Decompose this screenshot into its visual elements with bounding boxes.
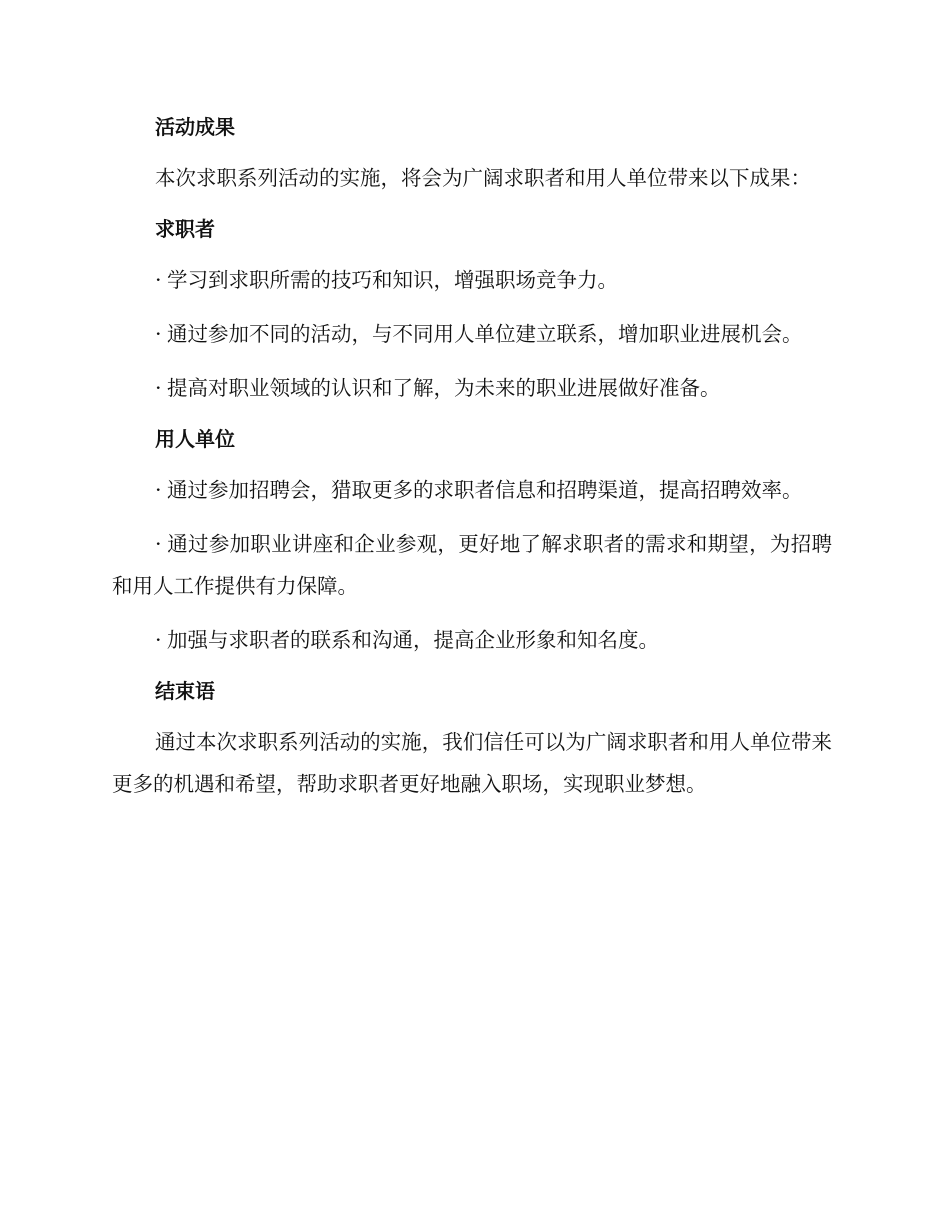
conclusion-paragraph: 通过本次求职系列活动的实施，我们信任可以为广阔求职者和用人单位带来更多的机遇和希望，帮助求职者更好地融入职场，实现职业梦想。 xyxy=(112,730,832,796)
section-heading-employers: 用人单位 xyxy=(155,427,235,451)
bullet-text: 加强与求职者的联系和沟通，提高企业形象和知名度。 xyxy=(167,628,659,652)
bullet-dot: · xyxy=(155,478,162,502)
bullet-dot: · xyxy=(155,322,162,346)
results-intro-paragraph: 本次求职系列活动的实施，将会为广阔求职者和用人单位带来以下成果： xyxy=(155,166,811,190)
bullet-text: 通过参加招聘会，猎取更多的求职者信息和招聘渠道，提高招聘效率。 xyxy=(167,478,803,502)
job-seeker-bullet-item xyxy=(112,259,832,301)
bullet-text: 学习到求职所需的技巧和知识，增强职场竞争力。 xyxy=(167,268,618,292)
bullet-dot: · xyxy=(155,628,162,652)
employer-bullet-item xyxy=(112,619,832,661)
bullet-text: 通过参加职业讲座和企业参观，更好地了解求职者的需求和期望，为招聘和用人工作提供有力保障。 xyxy=(112,532,832,598)
bullet-text: 提高对职业领域的认识和了解，为未来的职业进展做好准备。 xyxy=(167,376,721,400)
job-seeker-bullet-item xyxy=(112,367,832,409)
bullet-dot: · xyxy=(155,532,162,556)
bullet-dot: · xyxy=(155,268,162,292)
bullet-text: 通过参加不同的活动，与不同用人单位建立联系，增加职业进展机会。 xyxy=(167,322,803,346)
bullet-dot: · xyxy=(155,376,162,400)
document-body xyxy=(112,109,832,817)
job-seeker-bullet-item xyxy=(112,313,832,355)
section-heading-job-seekers: 求职者 xyxy=(155,217,215,241)
employer-bullet-item xyxy=(112,523,832,607)
section-heading-conclusion: 结束语 xyxy=(155,679,215,703)
employer-bullet-item xyxy=(112,469,832,511)
section-heading-results: 活动成果 xyxy=(155,115,235,139)
